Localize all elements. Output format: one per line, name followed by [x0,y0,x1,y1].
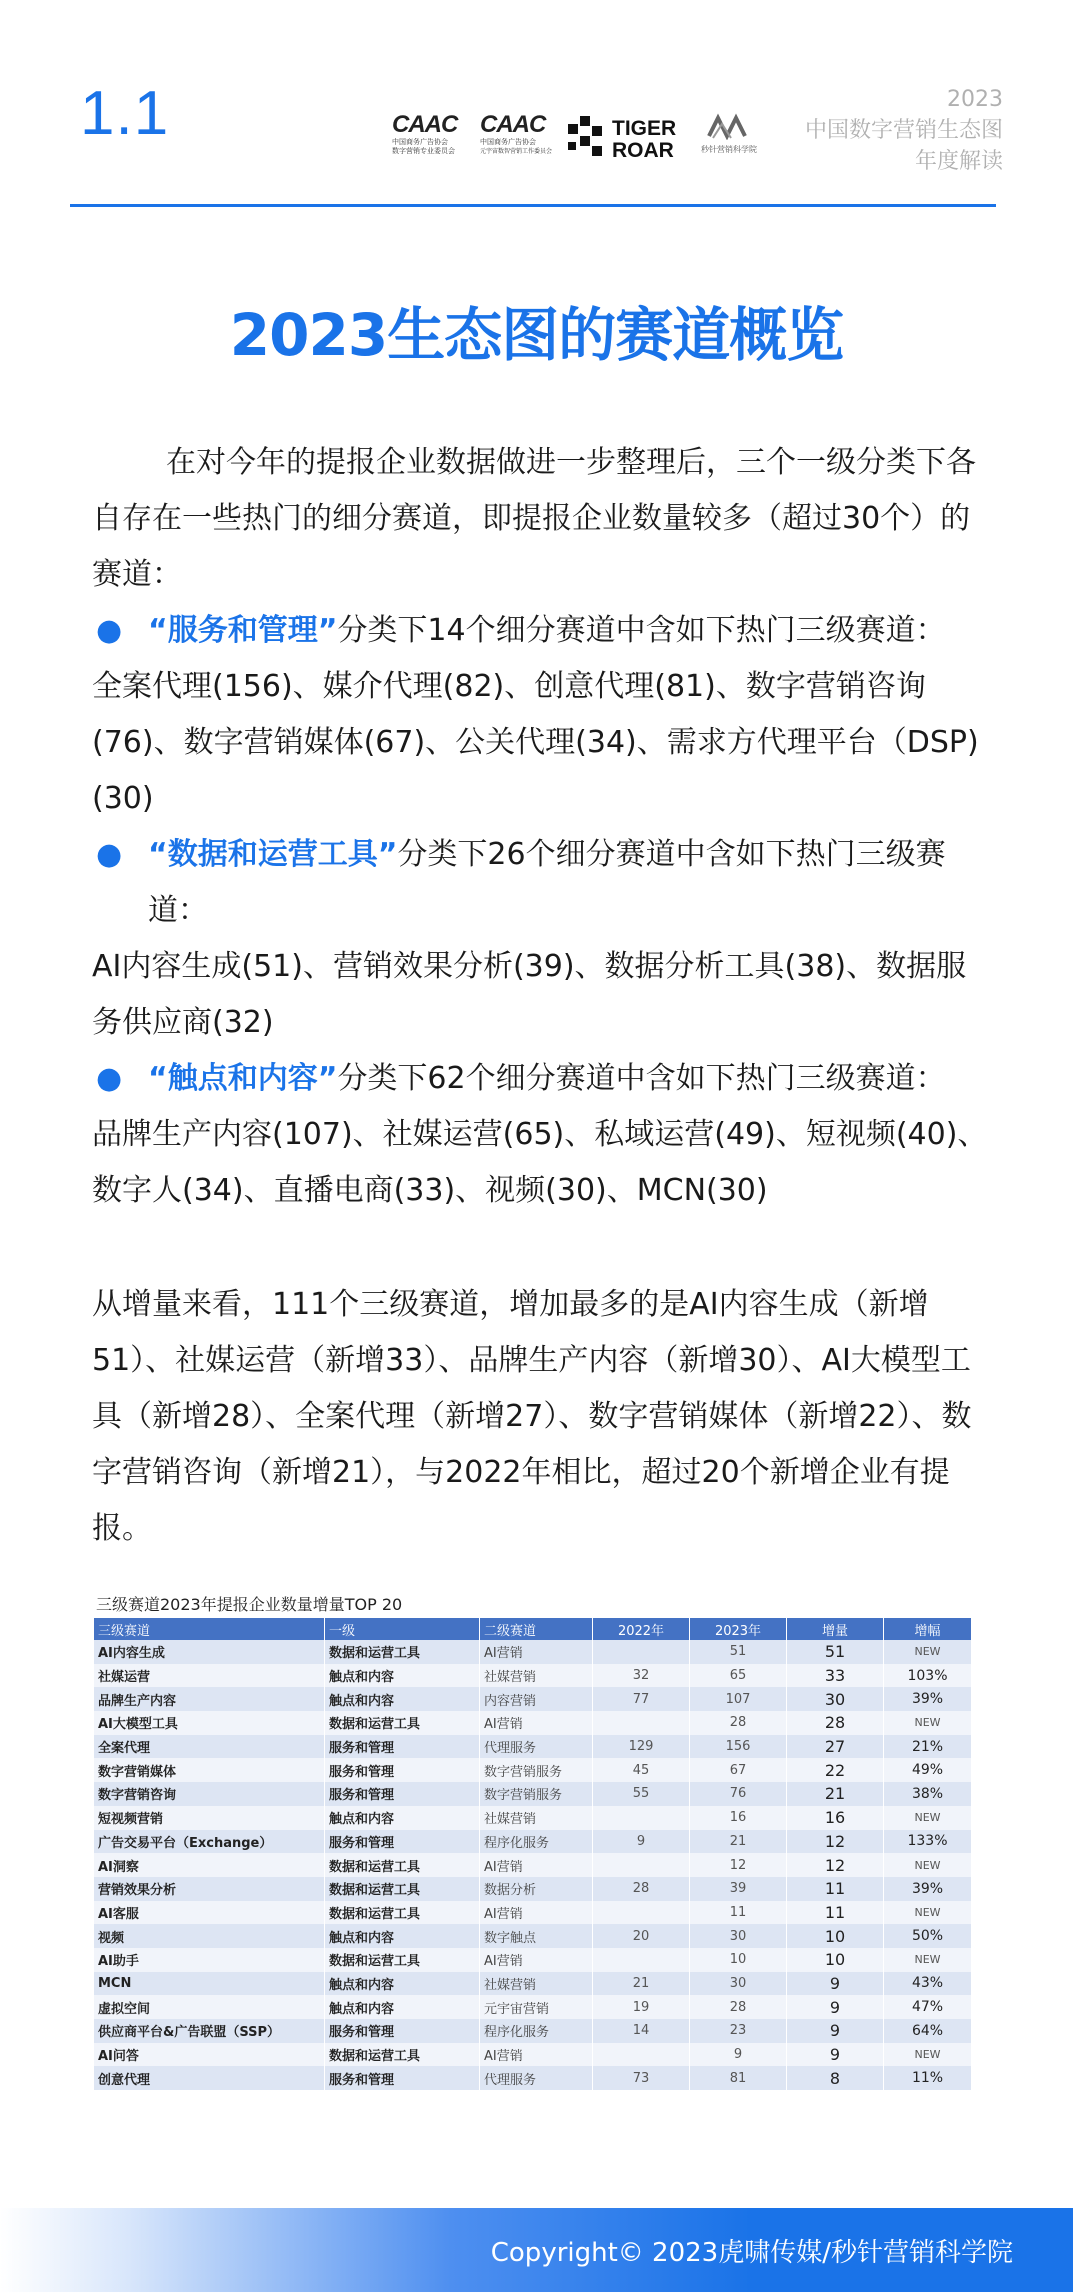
table-cell-level1: 触点和内容 [325,1924,480,1948]
table-cell-level1: 触点和内容 [325,1687,480,1711]
table-row [94,1806,972,1830]
table-cell-y2023: 11 [690,1901,787,1925]
table-cell-y2023: 81 [690,2066,787,2090]
table-cell-level2: AI营销 [480,1901,593,1925]
table-row [94,1972,972,1996]
table-row [94,1995,972,2019]
table-cell-level2: 数字营销服务 [480,1782,593,1806]
table-cell-inc: 51 [787,1640,884,1664]
table-cell-level2: AI营销 [480,1640,593,1664]
table-cell-rate: 103% [884,1664,972,1688]
table-cell-rate: 133% [884,1830,972,1854]
table-cell-rate: 50% [884,1924,972,1948]
table-cell-inc: 27 [787,1735,884,1759]
bullet-category: “触点和内容” [148,1061,338,1096]
footer-bar [0,2208,1073,2292]
bullet-item [92,1051,992,1107]
table-cell-level2: 内容营销 [480,1687,593,1711]
table-cell-level2: 程序化服务 [480,2019,593,2043]
table-cell-level1: 数据和运营工具 [325,1853,480,1877]
table-cell-y2023: 67 [690,1758,787,1782]
table-cell-inc: 21 [787,1782,884,1806]
col-header: 二级赛道 [480,1618,593,1640]
table-cell-y2023: 30 [690,1972,787,1996]
table-cell-level2: 社媒营销 [480,1972,593,1996]
copyright-text: Copyright© 2023虎啸传媒/秒针营销科学院 [490,2238,1013,2268]
table-cell-y2022: 55 [593,1782,690,1806]
table-cell-y2022 [593,1948,690,1972]
table-cell-track: 营销效果分析 [94,1877,325,1901]
table-cell-level1: 数据和运营工具 [325,1711,480,1735]
table-cell-level2: AI营销 [480,1711,593,1735]
table-row [94,1711,972,1735]
table-cell-track: AI客服 [94,1901,325,1925]
table-cell-level2: 代理服务 [480,1735,593,1759]
bullet-lead: 分类下14个细分赛道中含如下热门三级赛道： [337,613,946,648]
table-row [94,1853,972,1877]
table-row [94,1687,972,1711]
table-row [94,1664,972,1688]
table-cell-inc: 10 [787,1948,884,1972]
table-cell-y2022 [593,1853,690,1877]
table-cell-level2: 元宇宙营销 [480,1995,593,2019]
caac-metaverse-logo: CAAC 中国商务广告协会 元宇宙数智营销工作委员会 [480,111,553,155]
table-row [94,2066,972,2090]
table-cell-y2022 [593,1711,690,1735]
table-cell-level1: 服务和管理 [325,1830,480,1854]
table-row [94,1948,972,1972]
table-cell-level1: 服务和管理 [325,2019,480,2043]
intro-paragraph: 在对今年的提报企业数据做进一步整理后，三个一级分类下各自存在一些热门的细分赛道，即提报企业数量较多（超过30个）的赛道： [92,445,976,592]
table-cell-y2022: 129 [593,1735,690,1759]
bullet-dot-icon: ● [96,613,123,648]
table-cell-rate: 49% [884,1758,972,1782]
table-cell-rate: NEW [884,1711,972,1735]
table-header-row [94,1618,972,1640]
table-caption: 三级赛道2023年提报企业数量增量TOP 20 [96,1595,403,1614]
table-cell-inc: 11 [787,1877,884,1901]
table-cell-inc: 28 [787,1711,884,1735]
table-cell-rate: NEW [884,1948,972,1972]
table-cell-y2023: 65 [690,1664,787,1688]
bullet-dot-icon: ● [96,1061,123,1096]
table-cell-y2023: 107 [690,1687,787,1711]
tiger-mark-icon [568,116,612,160]
table-cell-rate: NEW [884,1640,972,1664]
table-row [94,2043,972,2067]
table-cell-inc: 8 [787,2066,884,2090]
bullet-dot-icon: ● [96,837,123,872]
tiger-roar-logo: TIGER ROAR [568,116,668,168]
table-cell-track: 短视频营销 [94,1806,325,1830]
table-cell-inc: 11 [787,1901,884,1925]
table-row [94,1924,972,1948]
table-cell-level1: 数据和运营工具 [325,1901,480,1925]
table-cell-level1: 触点和内容 [325,1664,480,1688]
table-cell-y2023: 12 [690,1853,787,1877]
col-header: 增量 [787,1618,884,1640]
table-cell-y2023: 16 [690,1806,787,1830]
table-cell-y2022: 9 [593,1830,690,1854]
bullet-detail: AI内容生成(51)、营销效果分析(39)、数据分析工具(38)、数据服务供应商(32) [92,949,967,1040]
table-cell-track: AI助手 [94,1948,325,1972]
table-cell-level1: 数据和运营工具 [325,1877,480,1901]
col-header: 2023年 [690,1618,787,1640]
table-cell-rate: NEW [884,1806,972,1830]
table-cell-inc: 10 [787,1924,884,1948]
table-cell-track: 创意代理 [94,2066,325,2090]
partner-logos [392,112,762,172]
table-cell-level1: 服务和管理 [325,1758,480,1782]
table-cell-level2: 数字触点 [480,1924,593,1948]
bullet-category: “服务和管理” [148,613,338,648]
table-cell-track: 社媒运营 [94,1664,325,1688]
table-cell-level2: AI营销 [480,2043,593,2067]
body-text [92,435,992,1557]
table-cell-y2023: 76 [690,1782,787,1806]
table-cell-y2023: 39 [690,1877,787,1901]
miaozhen-mark-icon [707,112,751,140]
table-row [94,1735,972,1759]
table-cell-y2023: 21 [690,1830,787,1854]
table-cell-track: MCN [94,1972,325,1996]
table-cell-level1: 数据和运营工具 [325,2043,480,2067]
table-cell-level2: 数字营销服务 [480,1758,593,1782]
table-cell-rate: 47% [884,1995,972,2019]
table-cell-rate: 39% [884,1687,972,1711]
table-cell-rate: 38% [884,1782,972,1806]
table-cell-y2022 [593,1640,690,1664]
table-cell-level1: 触点和内容 [325,1995,480,2019]
table-cell-y2022: 28 [593,1877,690,1901]
table-cell-inc: 12 [787,1830,884,1854]
table-row [94,1830,972,1854]
table-cell-rate: 21% [884,1735,972,1759]
table-row [94,1901,972,1925]
table-row [94,1758,972,1782]
bullet-category: “数据和运营工具” [148,837,398,872]
table-cell-level1: 触点和内容 [325,1806,480,1830]
table-cell-y2022: 19 [593,1995,690,2019]
table-cell-inc: 30 [787,1687,884,1711]
table-cell-inc: 9 [787,2043,884,2067]
table-cell-rate: NEW [884,1853,972,1877]
table-cell-y2023: 10 [690,1948,787,1972]
bullet-detail: 全案代理(156)、媒介代理(82)、创意代理(81)、数字营销咨询(76)、数字营销媒体(67)、公关代理(34)、需求方代理平台（DSP)(30) [92,669,979,816]
table-cell-rate: NEW [884,2043,972,2067]
bullet-detail: 品牌生产内容(107)、社媒运营(65)、私域运营(49)、短视频(40)、数字人(34)、直播电商(33)、视频(30)、MCN(30) [92,1117,988,1208]
table-cell-level1: 数据和运营工具 [325,1948,480,1972]
top20-table [94,1618,972,2090]
report-header: 2023 中国数字营销生态图 年度解读 [804,87,1003,174]
table-cell-rate: 39% [884,1877,972,1901]
caac-logo: CAAC 中国商务广告协会 数字营销专业委员会 [392,111,458,155]
table-cell-track: 数字营销咨询 [94,1782,325,1806]
table-cell-y2023: 28 [690,1711,787,1735]
table-cell-track: 视频 [94,1924,325,1948]
table-cell-rate: 43% [884,1972,972,1996]
table-cell-track: 品牌生产内容 [94,1687,325,1711]
bullet-lead: 分类下62个细分赛道中含如下热门三级赛道： [337,1061,946,1096]
page-title: 2023生态图的赛道概览 [229,301,844,369]
table-cell-y2022: 77 [593,1687,690,1711]
table-cell-y2022: 14 [593,2019,690,2043]
table-cell-level1: 触点和内容 [325,1972,480,1996]
table-cell-track: AI问答 [94,2043,325,2067]
table-cell-level2: 代理服务 [480,2066,593,2090]
table-cell-track: AI洞察 [94,1853,325,1877]
col-header: 三级赛道 [94,1618,325,1640]
table-cell-inc: 12 [787,1853,884,1877]
table-cell-track: 广告交易平台（Exchange） [94,1830,325,1854]
table-cell-y2022 [593,1901,690,1925]
table-row [94,1782,972,1806]
table-row [94,1877,972,1901]
table-cell-track: 数字营销媒体 [94,1758,325,1782]
table-cell-inc: 16 [787,1806,884,1830]
table-cell-level1: 服务和管理 [325,1735,480,1759]
table-cell-level2: AI营销 [480,1948,593,1972]
header-divider [70,204,996,207]
table-cell-y2023: 156 [690,1735,787,1759]
table-cell-track: 全案代理 [94,1735,325,1759]
table-cell-inc: 9 [787,1972,884,1996]
table-cell-track: 虚拟空间 [94,1995,325,2019]
table-row [94,2019,972,2043]
table-cell-rate: NEW [884,1901,972,1925]
table-cell-y2022: 45 [593,1758,690,1782]
miaozhen-logo: 秒针营销科学院 [688,112,770,155]
table-cell-track: AI大模型工具 [94,1711,325,1735]
table-cell-level1: 服务和管理 [325,2066,480,2090]
table-cell-level2: 数据分析 [480,1877,593,1901]
table-cell-level2: 社媒营销 [480,1664,593,1688]
table-cell-y2022 [593,1806,690,1830]
table-cell-level2: AI营销 [480,1853,593,1877]
table-cell-track: 供应商平台&广告联盟（SSP） [94,2019,325,2043]
increment-paragraph: 从增量来看，111个三级赛道，增加最多的是AI内容生成（新增51）、社媒运营（新增33）、品牌生产内容（新增30）、AI大模型工具（新增28）、全案代理（新增27）、数字营销媒体（新增22）、数字营销咨询（新增21），与2022年相比，超过20个新增企业有提报。 [92,1287,972,1546]
table-cell-y2022: 20 [593,1924,690,1948]
col-header: 2022年 [593,1618,690,1640]
bullet-lead: 分类下26个细分赛道中含如下热门三级赛道： [148,837,946,928]
table-cell-rate: 11% [884,2066,972,2090]
table-cell-level1: 服务和管理 [325,1782,480,1806]
table-cell-inc: 22 [787,1758,884,1782]
table-row [94,1640,972,1664]
table-cell-y2022: 21 [593,1972,690,1996]
bullet-item [92,827,992,939]
table-cell-y2023: 30 [690,1924,787,1948]
table-cell-level2: 程序化服务 [480,1830,593,1854]
table-cell-level2: 社媒营销 [480,1806,593,1830]
table-cell-level1: 数据和运营工具 [325,1640,480,1664]
col-header: 一级 [325,1618,480,1640]
table-cell-rate: 64% [884,2019,972,2043]
section-number: 1.1 [80,79,170,148]
table-cell-y2023: 23 [690,2019,787,2043]
table-cell-y2022 [593,2043,690,2067]
table-cell-y2022: 32 [593,1664,690,1688]
table-cell-inc: 9 [787,1995,884,2019]
col-header: 增幅 [884,1618,972,1640]
table-cell-y2022: 73 [593,2066,690,2090]
table-cell-inc: 33 [787,1664,884,1688]
table-cell-y2023: 9 [690,2043,787,2067]
table-cell-inc: 9 [787,2019,884,2043]
bullet-item [92,603,992,659]
table-cell-y2023: 51 [690,1640,787,1664]
table-cell-track: AI内容生成 [94,1640,325,1664]
table-cell-y2023: 28 [690,1995,787,2019]
